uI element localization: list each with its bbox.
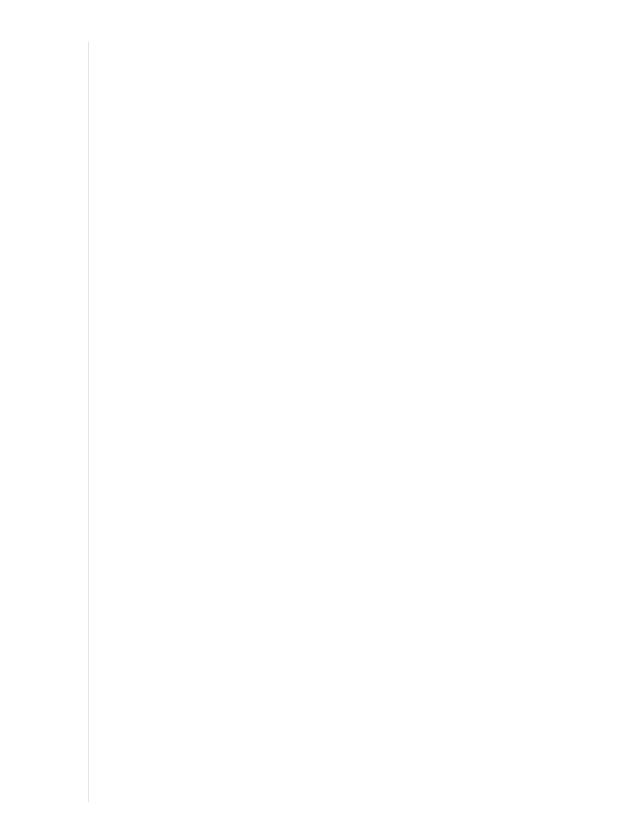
page-content: [116, 44, 616, 89]
left-margin-rule: [88, 42, 89, 802]
